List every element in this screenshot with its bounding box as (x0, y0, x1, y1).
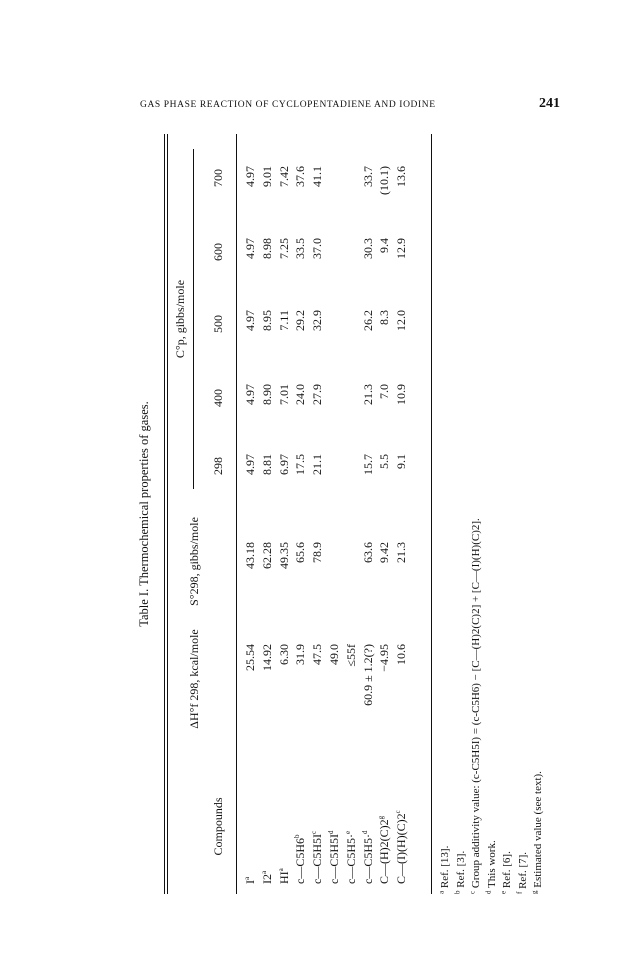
col-header-enthalpy: ΔH°f 298, kcal/mole (187, 629, 201, 729)
cell-t298: 8.81 (259, 454, 274, 475)
page-number: 241 (539, 96, 560, 111)
rotated-table (131, 134, 544, 894)
col-header-t600: 600 (211, 243, 225, 261)
cell-s: 49.35 (276, 542, 291, 569)
cell-s: 62.28 (259, 542, 274, 569)
cell-t400: 27.9 (310, 384, 325, 405)
compound-name: C—(I)(H)(C)2$^c$ (394, 810, 409, 884)
cell-dh: −4.95 (377, 644, 392, 672)
cell-t400: 21.3 (360, 384, 375, 405)
cell-t600: 7.25 (276, 238, 291, 259)
compound-name: $I^a$ (243, 876, 257, 884)
cell-s: 43.18 (243, 542, 257, 569)
footnote: $^c$ Group additivity value: (c-C5H5I) = (c-C5H6) − [C—(H)2(C)2] + [C—(I)(H)(C)2]. (468, 518, 482, 894)
cell-t400: 8.90 (259, 384, 274, 405)
cell-t700: 37.6 (293, 166, 308, 187)
cell-t600: 37.0 (310, 238, 325, 259)
cell-dh: 31.9 (293, 644, 308, 665)
cp-group-header: C°p, gibbs/mole (173, 279, 187, 359)
cell-t400: 4.97 (243, 384, 257, 405)
bottom-rule (431, 134, 432, 894)
cell-dh: 47.5 (310, 644, 325, 665)
cell-t700: 7.42 (276, 166, 291, 187)
header-rule (236, 134, 237, 894)
footnote: $^f$ Ref. [7]. (514, 851, 529, 894)
cell-s: 63.6 (360, 542, 375, 563)
top-rule-double (167, 134, 168, 894)
cell-t400: 7.0 (377, 384, 392, 399)
cp-group-rule (193, 149, 194, 489)
cell-t298: 21.1 (310, 454, 325, 475)
col-header-t400: 400 (211, 389, 225, 407)
cell-dh: 49.0 (327, 644, 341, 665)
cell-t500: 8.3 (377, 310, 392, 325)
cell-t700: 13.6 (394, 166, 409, 187)
col-header-t700: 700 (211, 169, 225, 187)
compound-name: c—C5H6$^b$ (293, 834, 308, 884)
cell-t500: 7.11 (276, 310, 291, 331)
compound-name: $HI^a$ (276, 868, 291, 884)
cell-t700: 41.1 (310, 166, 325, 187)
cell-t700: (10.1) (377, 166, 392, 195)
cell-dh: 10.6 (394, 644, 409, 665)
col-header-compounds: Compounds (211, 797, 225, 856)
cell-dh: 6.30 (276, 644, 291, 665)
cell-t400: 10.9 (394, 384, 409, 405)
cell-t298: 5.5 (377, 454, 392, 469)
cell-t500: 32.9 (310, 310, 325, 331)
cell-dh: 25.54 (243, 644, 257, 671)
footnote: $^d$ This work. (483, 840, 498, 894)
footnote: $^e$ Ref. [6]. (499, 851, 513, 894)
cell-s: 65.6 (293, 542, 308, 563)
compound-name: $c—C5H5I^d$ (327, 830, 341, 884)
cell-t298: 17.5 (293, 454, 308, 475)
cell-dh: 14.92 (259, 644, 274, 671)
cell-t298: 4.97 (243, 454, 257, 475)
cell-t600: 33.5 (293, 238, 308, 259)
cell-t600: 4.97 (243, 238, 257, 259)
cell-t700: 4.97 (243, 166, 257, 187)
col-header-entropy: S°298, gibbs/mole (187, 517, 201, 606)
running-head: GAS PHASE REACTION OF CYCLOPENTADIENE AND IODINE (140, 100, 436, 110)
table-footnotes (438, 134, 547, 894)
col-header-t500: 500 (211, 315, 225, 333)
cell-t600: 12.9 (394, 238, 409, 259)
cell-t700: 33.7 (360, 166, 375, 187)
col-header-t298: 298 (211, 457, 225, 475)
cell-dh: 60.9 ± 1.2(?) (360, 644, 375, 706)
cell-t500: 26.2 (360, 310, 375, 331)
cell-t500: 12.0 (394, 310, 409, 331)
cell-t600: 30.3 (360, 238, 375, 259)
cell-t500: 29.2 (293, 310, 308, 331)
cell-dh: ≤55f (343, 644, 358, 667)
page-header (140, 96, 560, 116)
compound-name: $c—C5H5I^c$ (310, 830, 325, 884)
cell-t298: 6.97 (276, 454, 291, 475)
footnote: $^b$ Ref. [3]. (452, 850, 467, 894)
cell-t600: 9.4 (377, 238, 392, 253)
cell-t298: 9.1 (394, 454, 409, 469)
compound-name: C—(H)2(C)2$^g$ (377, 815, 392, 884)
table-caption: Table I. Thermochemical properties of gases. (137, 401, 151, 627)
compound-name: c—C5H5·$^d$ (360, 830, 375, 884)
cell-t400: 24.0 (293, 384, 308, 405)
compound-name: c—C5H5·$^e$ (343, 830, 358, 884)
cell-t500: 4.97 (243, 310, 257, 331)
cell-t600: 8.98 (259, 238, 274, 259)
cell-t400: 7.01 (276, 384, 291, 405)
footnote: $^g$ Estimated value (see text). (530, 771, 544, 894)
cell-t298: 15.7 (360, 454, 375, 475)
cell-s: 21.3 (394, 542, 409, 563)
cell-t500: 8.95 (259, 310, 274, 331)
top-rule (164, 134, 165, 894)
cell-t700: 9.01 (259, 166, 274, 187)
cell-s: 78.9 (310, 542, 325, 563)
footnote: $^a$ Ref. [13]. (437, 845, 451, 894)
compound-name: I2$^a$ (259, 870, 274, 884)
cell-s: 9.42 (377, 542, 392, 563)
